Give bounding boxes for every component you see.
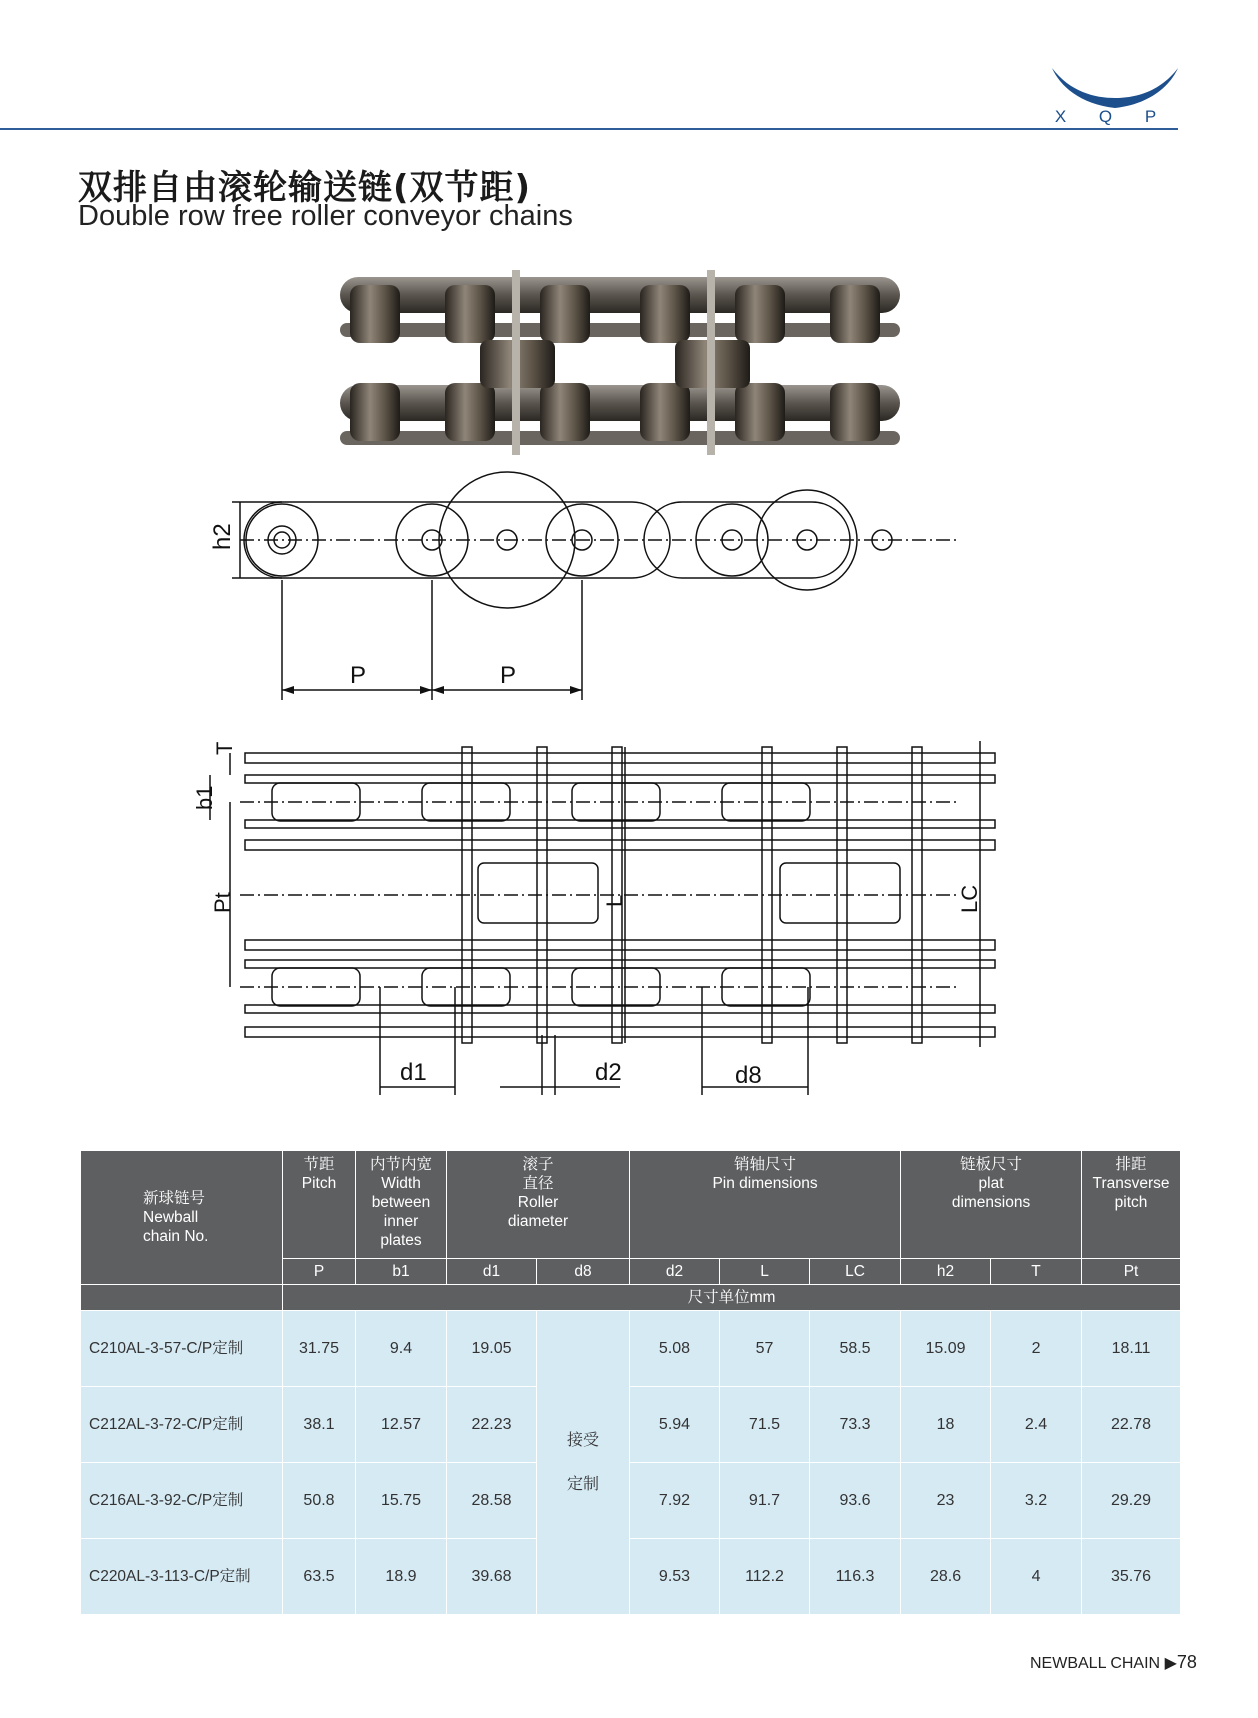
cell-p: 63.5 [283,1539,356,1615]
logo-text: X Q P [1054,107,1171,126]
label-l: L [602,894,627,907]
header-transverse: 排距 Transverse pitch [1082,1151,1181,1259]
label-p1: P [350,662,367,689]
table-row [81,1539,1181,1615]
header-row-1 [81,1151,1181,1259]
table-row [81,1387,1181,1463]
sym-d1: d1 [447,1259,537,1285]
cell-lc: 93.6 [810,1463,901,1539]
label-p2: P [500,662,517,689]
page-number: 78 [1176,1652,1197,1672]
sym-p: P [283,1259,356,1285]
header-rule [0,128,1178,130]
label-pt: Pt [210,892,235,913]
header-roller: 滚子 直径 Roller diameter [447,1151,630,1259]
cell-l: 71.5 [720,1387,810,1463]
label-d2: d2 [595,1059,622,1086]
cell-lc: 58.5 [810,1311,901,1387]
sym-d2: d2 [630,1259,720,1285]
header-pitch: 节距 Pitch [283,1151,356,1259]
side-view-drawing [200,500,980,700]
label-d1: d1 [400,1059,427,1086]
cell-d1: 28.58 [447,1463,537,1539]
model-cell: C210AL-3-57-C/P定制 [81,1311,283,1387]
unit-label: 尺寸单位mm [283,1285,1181,1311]
cell-h2: 28.6 [901,1539,991,1615]
cell-pt: 22.78 [1082,1387,1181,1463]
sym-t: T [991,1259,1082,1285]
label-lc: LC [957,884,982,913]
cell-t: 4 [991,1539,1082,1615]
cell-b1: 12.57 [356,1387,447,1463]
cell-h2: 18 [901,1387,991,1463]
cell-t: 3.2 [991,1463,1082,1539]
cell-d8-custom: 接受 定制 [537,1311,630,1615]
label-d8: d8 [735,1062,762,1089]
top-view-drawing [192,735,1000,1105]
cell-d2: 7.92 [630,1463,720,1539]
cell-l: 57 [720,1311,810,1387]
header-pin: 销轴尺寸 Pin dimensions [630,1151,901,1259]
label-b1: b1 [192,785,217,810]
model-cell: C220AL-3-113-C/P定制 [81,1539,283,1615]
sym-d8: d8 [537,1259,630,1285]
cell-h2: 23 [901,1463,991,1539]
page-footer [1030,1652,1197,1673]
cell-lc: 116.3 [810,1539,901,1615]
cell-d1: 22.23 [447,1387,537,1463]
sym-h2: h2 [901,1259,991,1285]
cell-l: 112.2 [720,1539,810,1615]
cell-p: 50.8 [283,1463,356,1539]
cell-d2: 5.08 [630,1311,720,1387]
sym-l: L [720,1259,810,1285]
label-t: T [212,741,237,755]
header-plate: 链板尺寸 plat dimensions [901,1151,1082,1259]
page-title-en: Double row free roller conveyor chains [78,200,573,232]
cell-pt: 29.29 [1082,1463,1181,1539]
cell-d1: 19.05 [447,1311,537,1387]
cell-lc: 73.3 [810,1387,901,1463]
cell-b1: 15.75 [356,1463,447,1539]
chain-photo [340,265,905,460]
cell-d1: 39.68 [447,1539,537,1615]
cell-pt: 18.11 [1082,1311,1181,1387]
cell-t: 2 [991,1311,1082,1387]
table-row [81,1463,1181,1539]
footer-brand: NEWBALL CHAIN [1030,1655,1161,1672]
model-cell: C216AL-3-92-C/P定制 [81,1463,283,1539]
cell-p: 38.1 [283,1387,356,1463]
label-h2: h2 [209,523,236,550]
model-cell: C212AL-3-72-C/P定制 [81,1387,283,1463]
sym-pt: Pt [1082,1259,1181,1285]
spec-table [80,1150,1181,1615]
cell-pt: 35.76 [1082,1539,1181,1615]
cell-d2: 5.94 [630,1387,720,1463]
table-row [81,1311,1181,1387]
cell-h2: 15.09 [901,1311,991,1387]
cell-l: 91.7 [720,1463,810,1539]
page-title-cn: 双排自由滚轮输送链(双节距) [78,168,532,208]
cell-b1: 9.4 [356,1311,447,1387]
cell-d2: 9.53 [630,1539,720,1615]
header-row-unit [81,1285,1181,1311]
header-width: 内节内宽 Width between inner plates [356,1151,447,1259]
sym-b1: b1 [356,1259,447,1285]
triangle-icon: ▶ [1164,1655,1177,1672]
star-icon [1103,74,1127,97]
cell-b1: 18.9 [356,1539,447,1615]
sym-lc: LC [810,1259,901,1285]
header-chain-no: 新球链号 Newball chain No. [81,1151,283,1285]
cell-p: 31.75 [283,1311,356,1387]
cell-t: 2.4 [991,1387,1082,1463]
